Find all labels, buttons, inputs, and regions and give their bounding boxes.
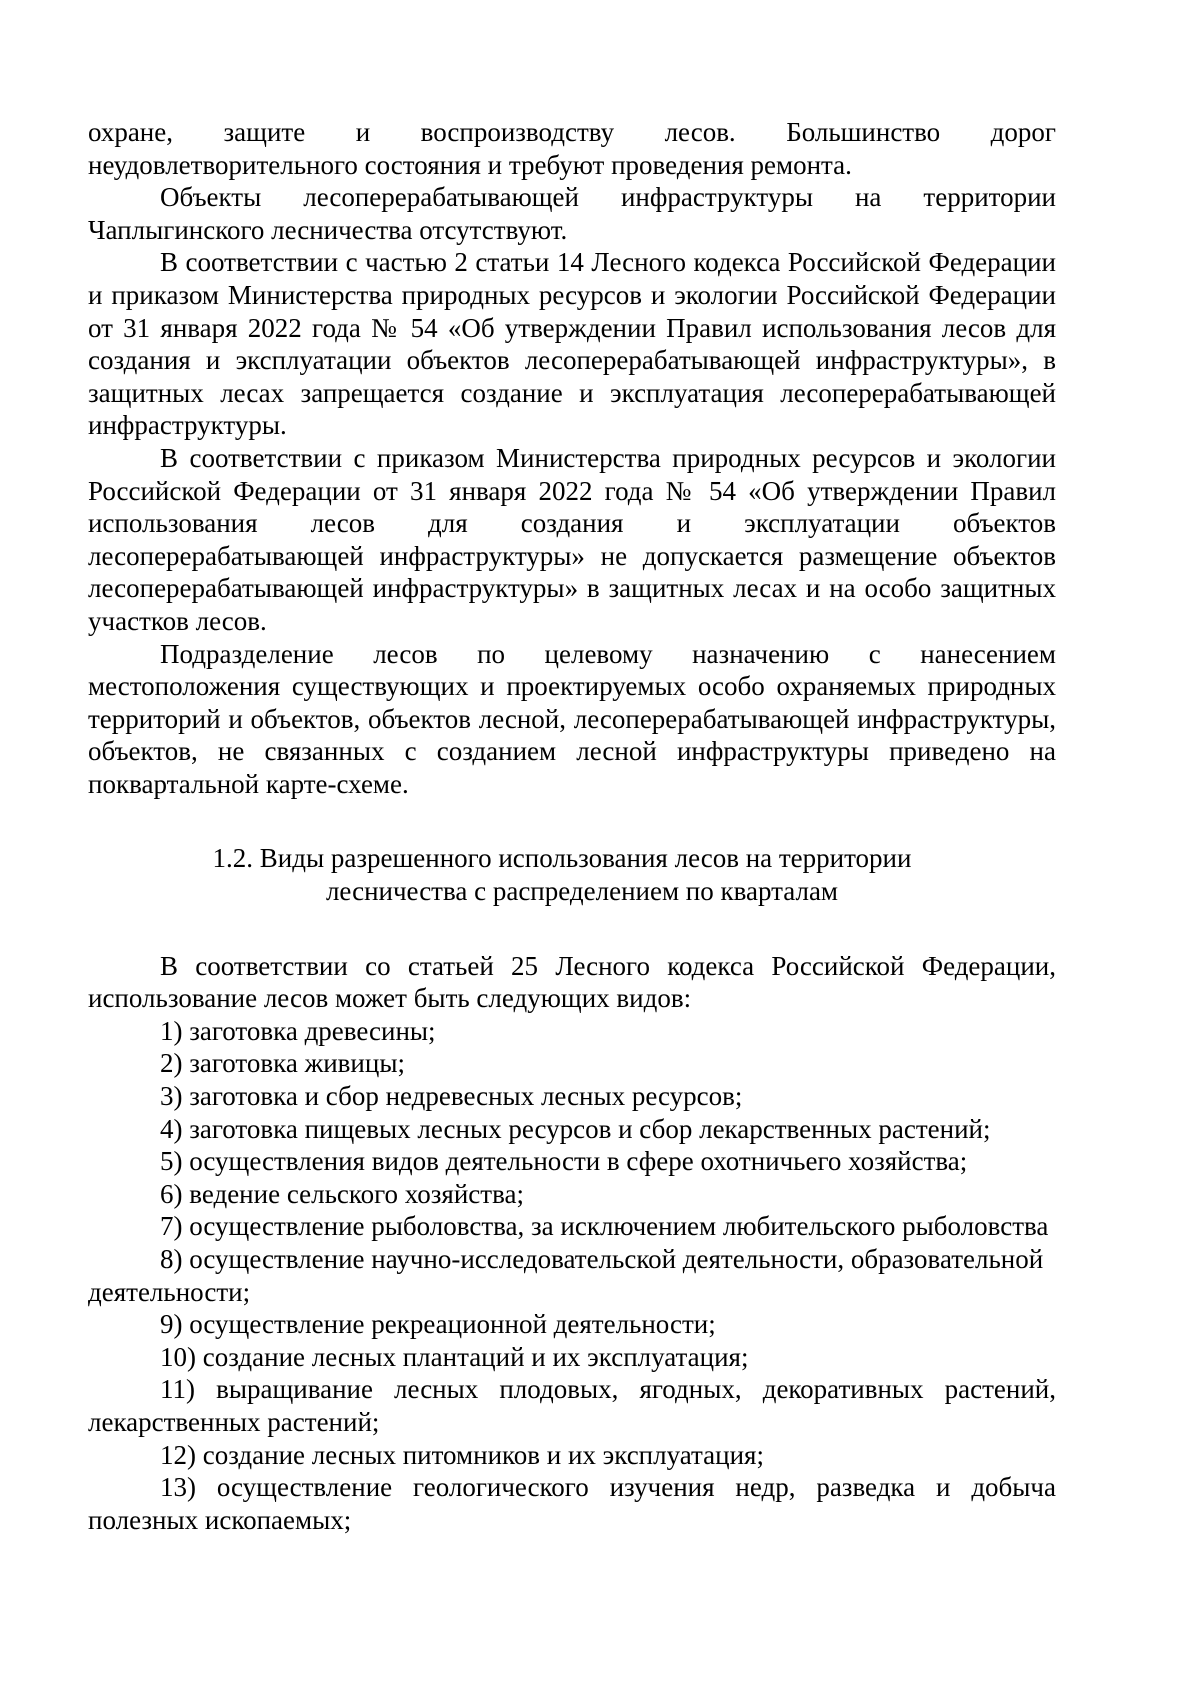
usage-types-list (88, 1015, 1056, 1537)
section-heading (88, 842, 1056, 907)
list-item: 4) заготовка пищевых лесных ресурсов и сбор лекарственных растений; (160, 1113, 991, 1144)
list-item: 8) осуществление научно-исследовательской деятельности, образовательной деятельности; (88, 1244, 1044, 1307)
paragraph-ministry-order: В соответствии с приказом Министерства природных ресурсов и экологии Российской Федерации от 31 января 2022 года № 54 «Об утверждении Правил использования лесов для создания и эксплуатации объектов лесоперерабатывающей инфраструктуры» не допускается размещение объектов лесоперерабатывающей инфраструктуры» в защитных лесах и на особо защитных участков лесов. (88, 442, 1056, 636)
list-item: 10) создание лесных плантаций и их эксплуатация; (160, 1341, 749, 1372)
list-item: 9) осуществление рекреационной деятельности; (160, 1309, 716, 1340)
document-page (88, 116, 1056, 1536)
section-heading-line-1: 1.2. Виды разрешенного использования лесов на территории (212, 843, 912, 874)
list-item: 6) ведение сельского хозяйства; (160, 1178, 524, 1209)
list-item: 12) создание лесных питомников и их эксплуатация; (160, 1439, 764, 1470)
paragraph-roads: охране, защите и воспроизводству лесов. Большинство дорог неудовлетворительного состояния и требуют проведения ремонта. (88, 117, 1056, 180)
list-item: 3) заготовка и сбор недревесных лесных ресурсов; (160, 1081, 743, 1112)
list-item: 2) заготовка живицы; (160, 1048, 405, 1079)
section-heading-line-2: лесничества с распределением по кварталам (325, 876, 839, 907)
paragraph-intro: В соответствии со статьей 25 Лесного кодекса Российской Федерации, использование лесов может быть следующих видов: (88, 950, 1056, 1014)
list-item: 5) осуществления видов деятельности в сфере охотничьего хозяйства; (160, 1146, 968, 1177)
paragraph-forest-code-article-14: В соответствии с частью 2 статьи 14 Лесного кодекса Российской Федерации и приказом Министерства природных ресурсов и экологии Российской Федерации от 31 января 2022 года № 54 «Об утверждении Правил использования лесов для создания и эксплуатации объектов лесоперерабатывающей инфраструктуры», в защитных лесах запрещается создание и эксплуатация лесоперерабатывающей инфраструктуры. (88, 247, 1056, 441)
paragraph-processing-objects: Объекты лесоперерабатывающей инфраструктуры на территории Чаплыгинского лесничества отсутствуют. (88, 182, 1056, 245)
list-item: 7) осуществление рыболовства, за исключением любительского рыболовства (160, 1211, 1049, 1242)
list-item: 11) выращивание лесных плодовых, ягодных, декоративных растений, лекарственных растений; (88, 1374, 1056, 1437)
list-item: 13) осуществление геологического изучения недр, разведка и добыча полезных ископаемых; (88, 1472, 1056, 1535)
paragraph-subdivision: Подразделение лесов по целевому назначению с нанесением местоположения существующих и проектируемых особо охраняемых природных территорий и объектов, объектов лесной, лесоперерабатывающей инфраструктуры, объектов, не связанных с созданием лесной инфраструктуры приведено на поквартальной карте-схеме. (88, 638, 1056, 799)
list-item: 1) заготовка древесины; (160, 1015, 436, 1046)
